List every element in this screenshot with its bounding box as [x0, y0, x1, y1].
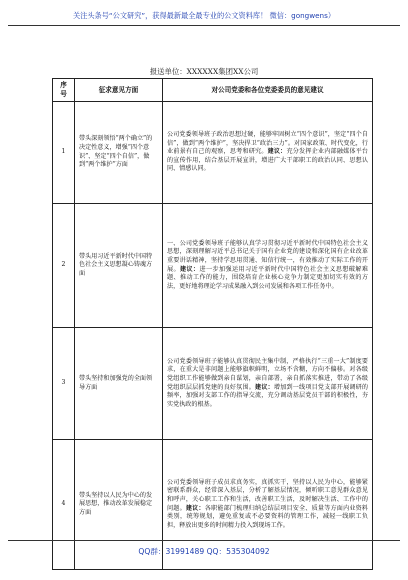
suggestion-label: 建议：: [180, 265, 200, 273]
suggestion-text: 各职能部门梳理归纳总结层项目安全、质量等方面内业资料类别，统筹规划，避免重复或不必要资料的管理工作，减轻一线职工负担，释放出更多的时间精力投入到现场工作。: [167, 504, 369, 529]
row-number: 2: [53, 204, 75, 328]
top-banner: 关注头条号“公文研究”，获得最新最全最专业的公文资料库！ 微信：gongwens）: [72, 11, 336, 20]
suggestion-text: 增加到一线项目党支部开展调研的频率，加强对支部工作的指导交流，充分调动基层党员干部的积极性，夯实党执政的根基。: [167, 383, 369, 408]
row-number: 1: [53, 102, 75, 204]
row-content-text: 公司党委领导班子能够认真贯彻民主集中制，严格执行“三重一大”制度要求，在重大是非问题上能够旗帜鲜明，立场不含糊，方向不偏移。对各级党组织工作能够做到亲自谋划，亲自部署，亲自抓落实推进，带动了各级党组织层层抓党建的良好氛围。: [167, 357, 368, 391]
table-row: [53, 102, 373, 204]
table-row: [53, 328, 373, 440]
header-seq: 序号: [53, 79, 75, 102]
bottom-rule: [8, 540, 400, 541]
suggestion-label: 建议：: [255, 383, 274, 391]
header-aspect: 征求意见方面: [75, 79, 163, 102]
row-content: [163, 328, 373, 440]
row-aspect: 带头坚持以人民为中心的发展思想，推动改革发展稳定方面: [75, 440, 163, 570]
row-aspect: 带头深刻领悟“两个确立”的决定性意义，增强“四个意识”、坚定“四个自信”，做到“两个维护”方面: [75, 102, 163, 204]
header-suggestions: 对公司党委和各位党委委员的意见建议: [163, 79, 373, 102]
row-content-text: 公司党委领导班子政治思想过硬，能够牢固树立“四个意识”，坚定“四个自信”，做到“两个维护”，坚决捍卫“政治三力”。对国家政策、时代变化，行业前景有自己的观察，思考和研究。: [167, 131, 368, 156]
row-number: 3: [53, 328, 75, 440]
row-content-text: 一、公司党委领导班子能够认真学习贯彻习近平新时代中国特色社会主义思想，深刻理解习近平总书记关于国有企业党的建设和深化国有企业改革重要讲话精神，坚持学思用贯通、知信行统一，有效推动了实际工作的开展。: [167, 239, 368, 273]
suggestion-label: 建议：: [185, 504, 205, 512]
row-content-text: 公司党委领导班子成员求真务实，真抓实干，坚持以人民为中心，能够紧密联系群众，经常深入基层，分析了解基层情况，倾听职工意见群众意见和呼声，关心职工工作和生活，改善职工生活，及时解决生活、工作中的问题。: [167, 478, 368, 512]
suggestion-text: 进一步加强运用习近平新时代中国特色社会主义思想破解难题、推动工作的能力，围绕培育企业核心竞争力制定更加切实有效的方法，更好地将理论学习成果融入到公司发展和各项工作任务中。: [167, 265, 369, 290]
table-header-row: [53, 79, 373, 102]
row-aspect: 带头坚持和加强党的全面领导方面: [75, 328, 163, 440]
suggestion-table: [52, 78, 373, 570]
suggestion-text: 充分发挥企业内部融媒体平台的宣传作用，结合基层开展宣讲，增进广大干部职工的政治认同、思想认同、情感认同。: [167, 148, 369, 173]
row-aspect: 带头用习近平新时代中国特色社会主义思想凝心铸魂方面: [75, 204, 163, 328]
row-content: [163, 102, 373, 204]
top-rule: [8, 25, 400, 26]
footer-contact: QQ群：31991489 QQ：535304092: [138, 547, 270, 556]
report-unit: 报送单位：XXXXXX集团XX公司: [149, 67, 259, 76]
table-row: [53, 204, 373, 328]
suggestion-label: 建议：: [267, 148, 287, 156]
row-number: 4: [53, 440, 75, 570]
row-content: [163, 204, 373, 328]
